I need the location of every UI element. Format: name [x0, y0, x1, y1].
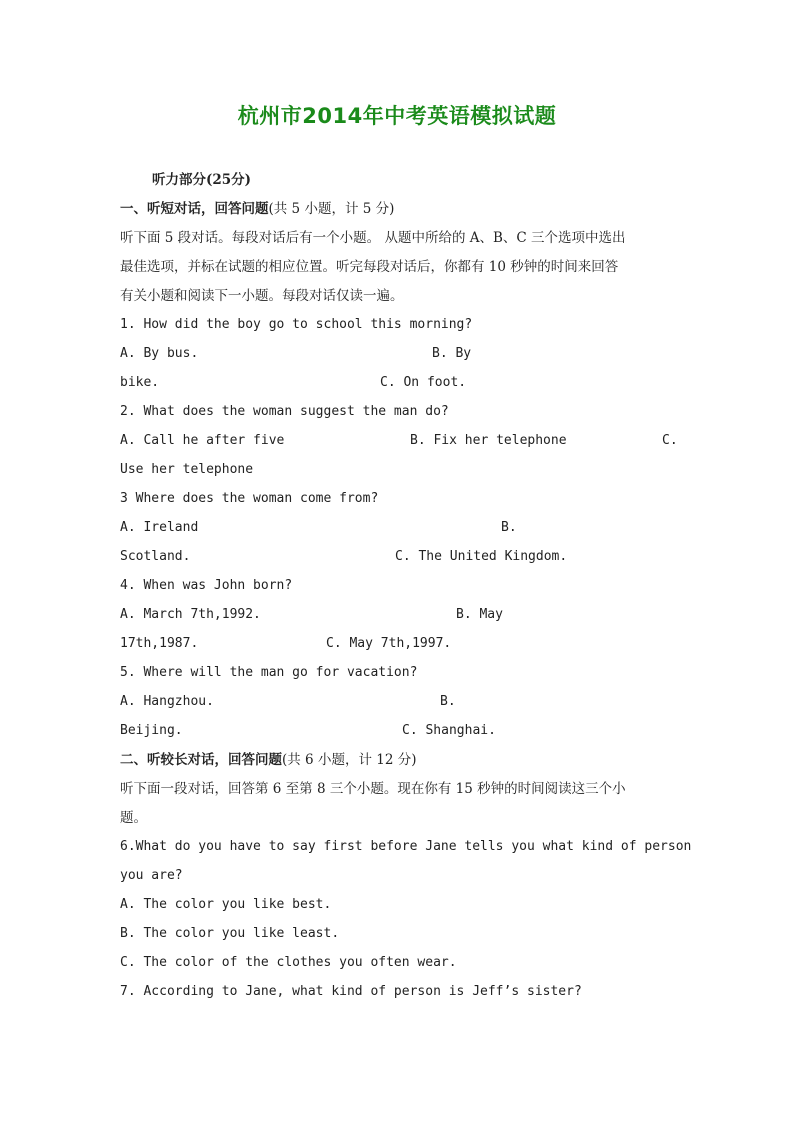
- q1-option-a: A. By bus.: [120, 346, 199, 361]
- part2-heading-rest: (共 6 小题，计 12 分): [282, 752, 417, 768]
- q5-option-a: A. Hangzhou.: [120, 694, 214, 709]
- part2-heading-bold: 二、听较长对话，回答问题: [120, 752, 282, 768]
- page-title: 杭州市2014年中考英语模拟试题: [237, 104, 557, 128]
- question-7: 7. According to Jane, what kind of person is Jeff’s sister?: [120, 984, 582, 999]
- q6-option-a: A. The color you like best.: [120, 897, 332, 912]
- q1-option-b-cont: bike.: [120, 375, 160, 390]
- q4-option-b-cont: 17th,1987.: [120, 636, 199, 651]
- part1-heading: [120, 199, 394, 219]
- section-heading-listening: 听力部分(25分): [152, 172, 252, 188]
- question-6: 6.What do you have to say first before Jane tells you what kind of person: [120, 839, 692, 854]
- part1-instruction-line: 有关小题和阅读下一小题。每段对话仅读一遍。: [120, 288, 404, 304]
- q6-option-c: C. The color of the clothes you often wear.: [120, 955, 457, 970]
- q3-option-b-cont: Scotland.: [120, 549, 191, 564]
- part1-heading-bold: 一、听短对话，回答问题: [120, 201, 269, 217]
- q2-option-c: C.: [662, 433, 678, 448]
- question-6-cont: you are?: [120, 868, 183, 883]
- q1-option-c: C. On foot.: [380, 375, 467, 390]
- q3-option-b: B.: [501, 520, 517, 535]
- q4-option-c: C. May 7th,1997.: [326, 636, 452, 651]
- part1-instruction-line: 听下面 5 段对话。每段对话后有一个小题。 从题中所给的 A、B、C 三个选项中选出: [120, 230, 626, 246]
- q4-option-a: A. March 7th,1992.: [120, 607, 261, 622]
- question-2: 2. What does the woman suggest the man do?: [120, 404, 449, 419]
- question-5: 5. Where will the man go for vacation?: [120, 665, 418, 680]
- q4-option-b: B. May: [456, 607, 503, 622]
- part1-instruction-line: 最佳选项，并标在试题的相应位置。听完每段对话后，你都有 10 秒钟的时间来回答: [120, 259, 619, 275]
- part2-heading: [120, 750, 416, 770]
- q3-option-c: C. The United Kingdom.: [395, 549, 568, 564]
- q2-option-c-cont: Use her telephone: [120, 462, 254, 477]
- part1-heading-rest: (共 5 小题，计 5 分): [268, 201, 395, 217]
- q5-option-c: C. Shanghai.: [402, 723, 496, 738]
- q5-option-b-cont: Beijing.: [120, 723, 183, 738]
- q3-option-a: A. Ireland: [120, 520, 199, 535]
- q2-option-b: B. Fix her telephone: [410, 433, 567, 448]
- question-1: 1. How did the boy go to school this morning?: [120, 317, 473, 332]
- q2-option-a: A. Call he after five: [120, 433, 285, 448]
- question-4: 4. When was John born?: [120, 578, 293, 593]
- q6-option-b: B. The color you like least.: [120, 926, 340, 941]
- part2-instruction-line: 题。: [120, 810, 147, 826]
- q1-option-b: B. By: [432, 346, 472, 361]
- part2-instruction-line: 听下面一段对话，回答第 6 至第 8 三个小题。现在你有 15 秒钟的时间阅读这三个小: [120, 781, 626, 797]
- question-3: 3 Where does the woman come from?: [120, 491, 379, 506]
- q5-option-b: B.: [440, 694, 456, 709]
